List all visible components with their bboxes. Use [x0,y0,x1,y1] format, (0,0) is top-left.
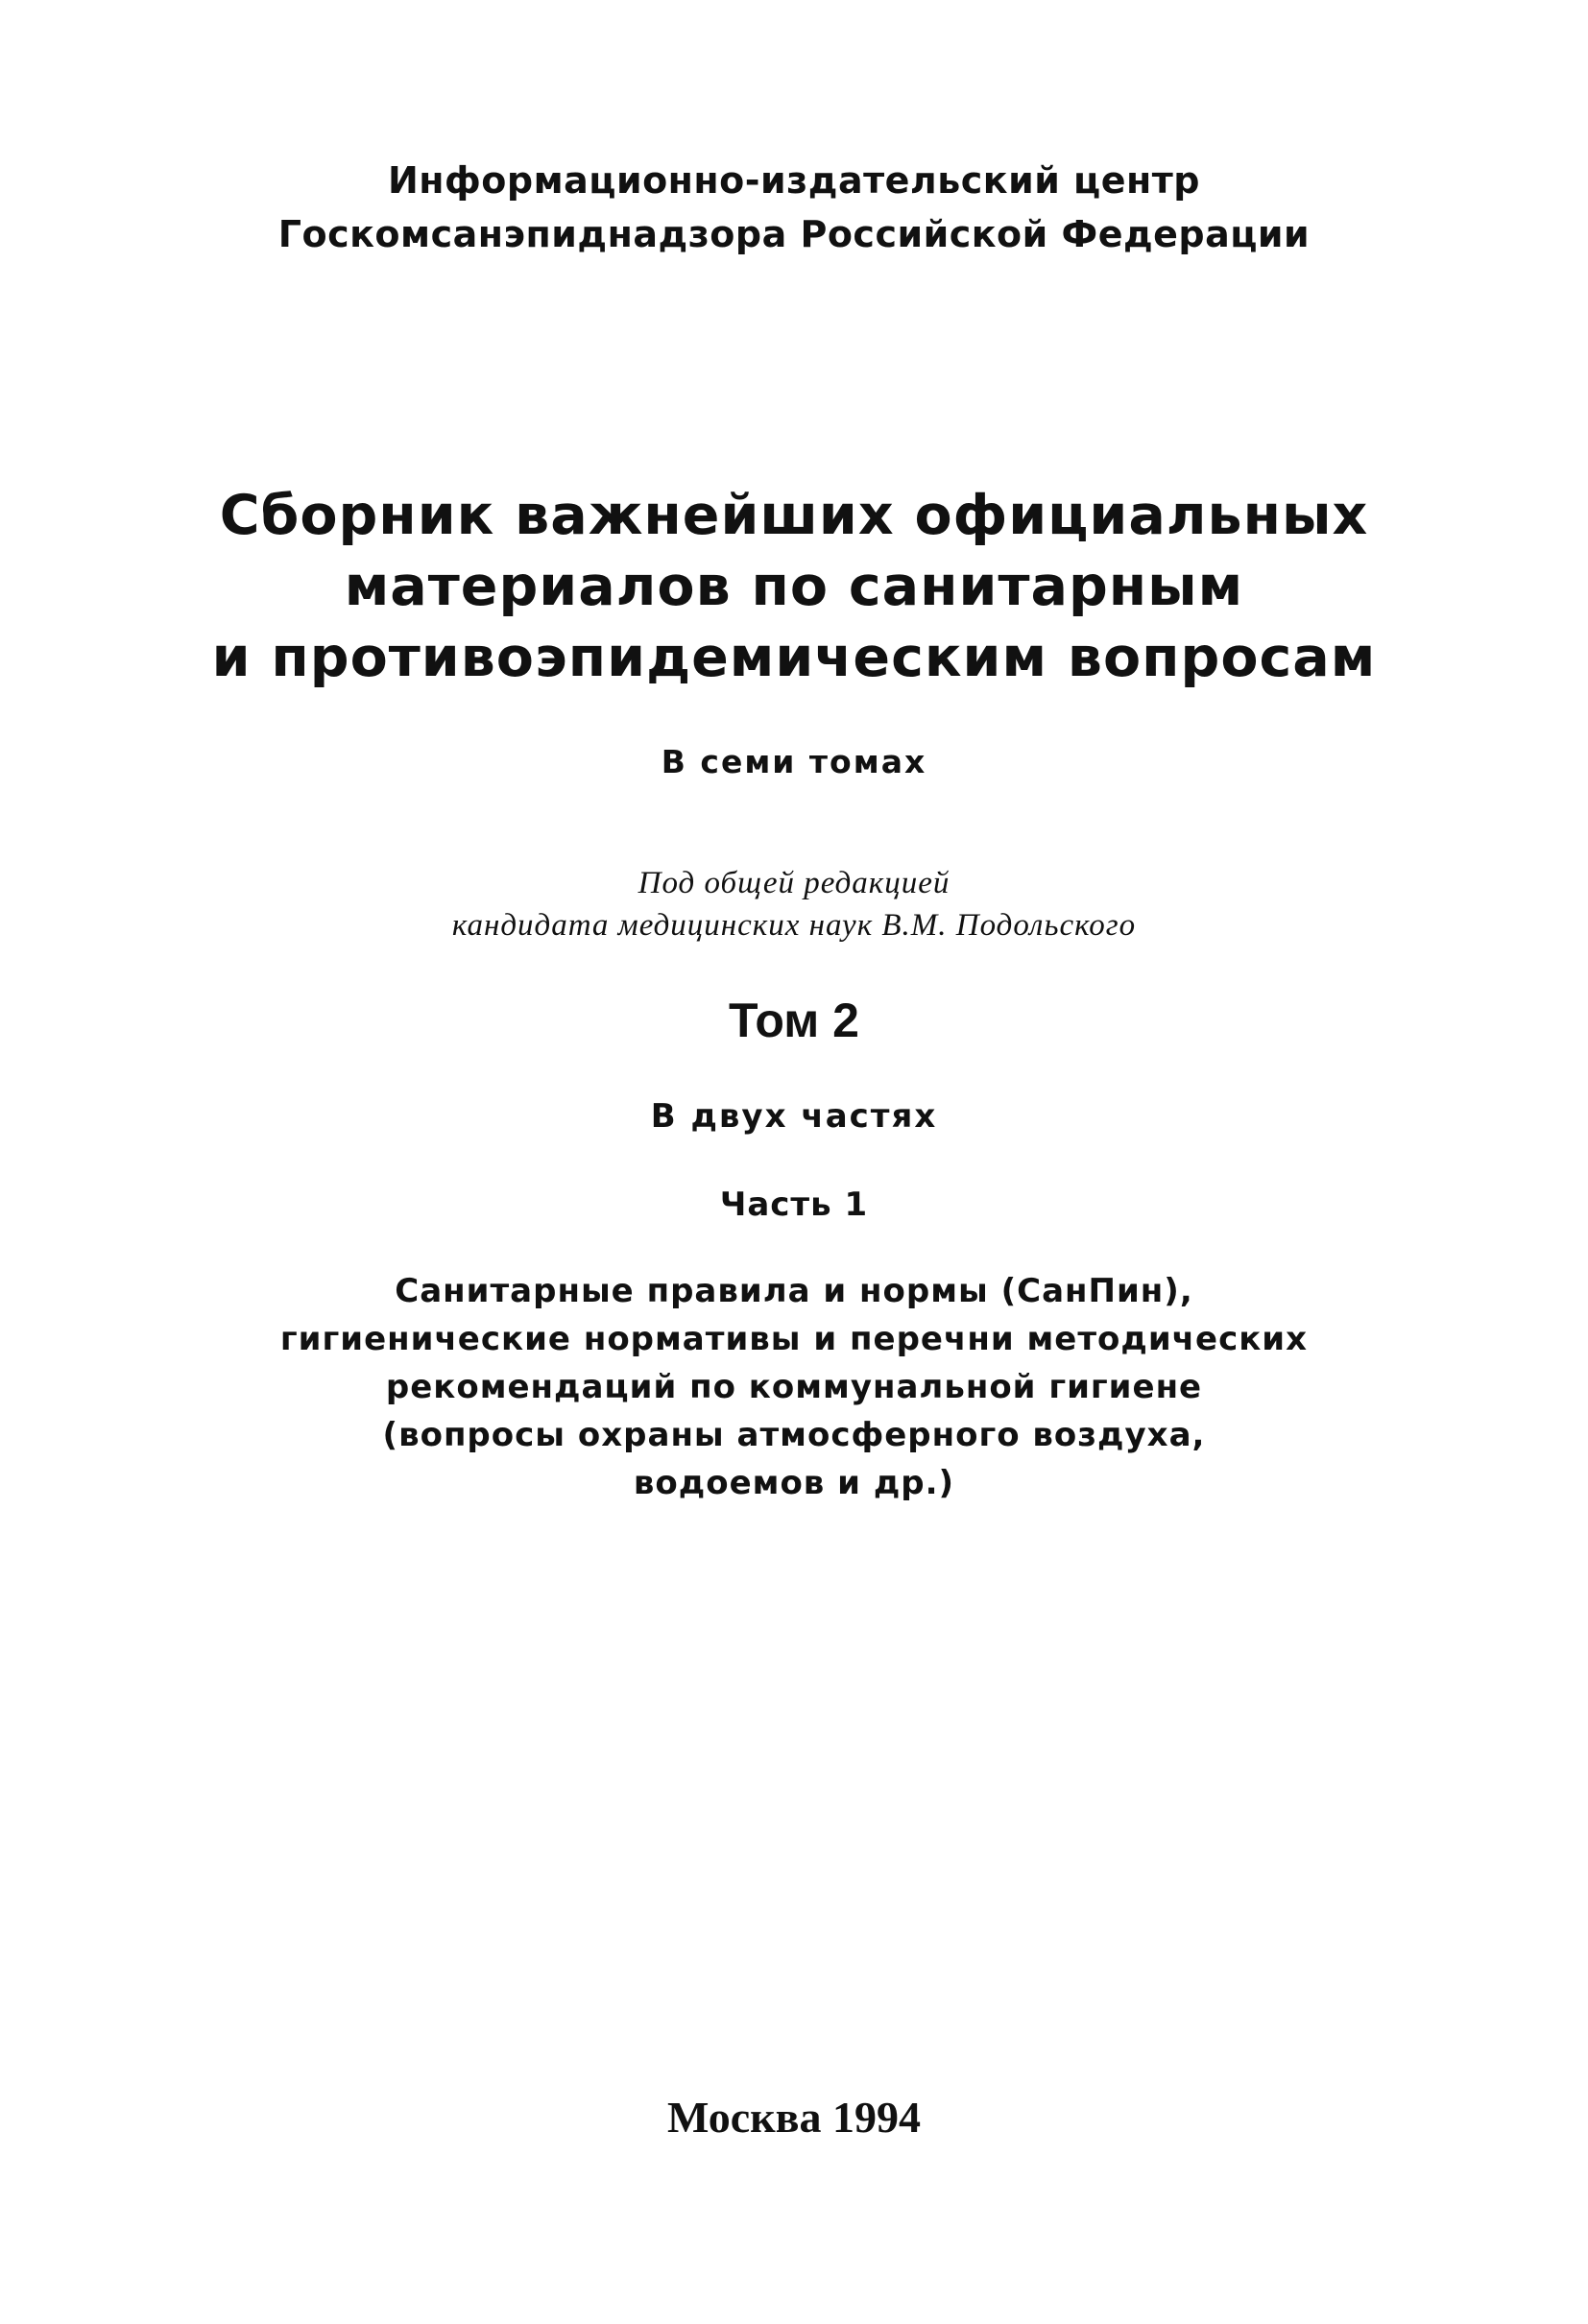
book-title-line-1: Сборник важнейших официальных [219,484,1369,547]
book-title [0,480,1588,693]
description-line-4: (вопросы охраны атмосферного воздуха, [382,1416,1206,1454]
parts-note-text: В двух частях [650,1097,938,1136]
volume-number-text: Том 2 [729,994,859,1047]
book-title-line-3: и противоэпидемическим вопросам [211,626,1377,689]
part-number [0,1183,1588,1227]
volume-description [0,1267,1588,1507]
editor-credit [0,862,1588,946]
volumes-note [0,741,1588,783]
volumes-note-text: В семи томах [661,743,927,780]
description-line-5: водоемов и др.) [633,1464,955,1502]
editor-credit-line-2: кандидата медицинских наук В.М. Подольского [451,908,1137,943]
editor-credit-line-1: Под общей редакцией [638,866,950,900]
imprint [0,2089,1588,2146]
description-line-1: Санитарные правила и нормы (СанПин), [395,1272,1193,1310]
volume-number [0,989,1588,1052]
parts-note [0,1094,1588,1138]
description-line-3: рекомендаций по коммунальной гигиене [385,1368,1203,1406]
imprint-text: Москва 1994 [666,2093,922,2142]
publisher-line-1: Информационно-издательский центр [388,159,1200,202]
publisher-line-2: Госкомсанэпиднадзора Российской Федерации [277,213,1311,255]
publisher-block [0,154,1588,261]
book-title-line-2: материалов по санитарным [344,555,1244,618]
description-line-2: гигиенические нормативы и перечни методических [279,1320,1309,1358]
part-number-text: Часть 1 [719,1186,869,1224]
